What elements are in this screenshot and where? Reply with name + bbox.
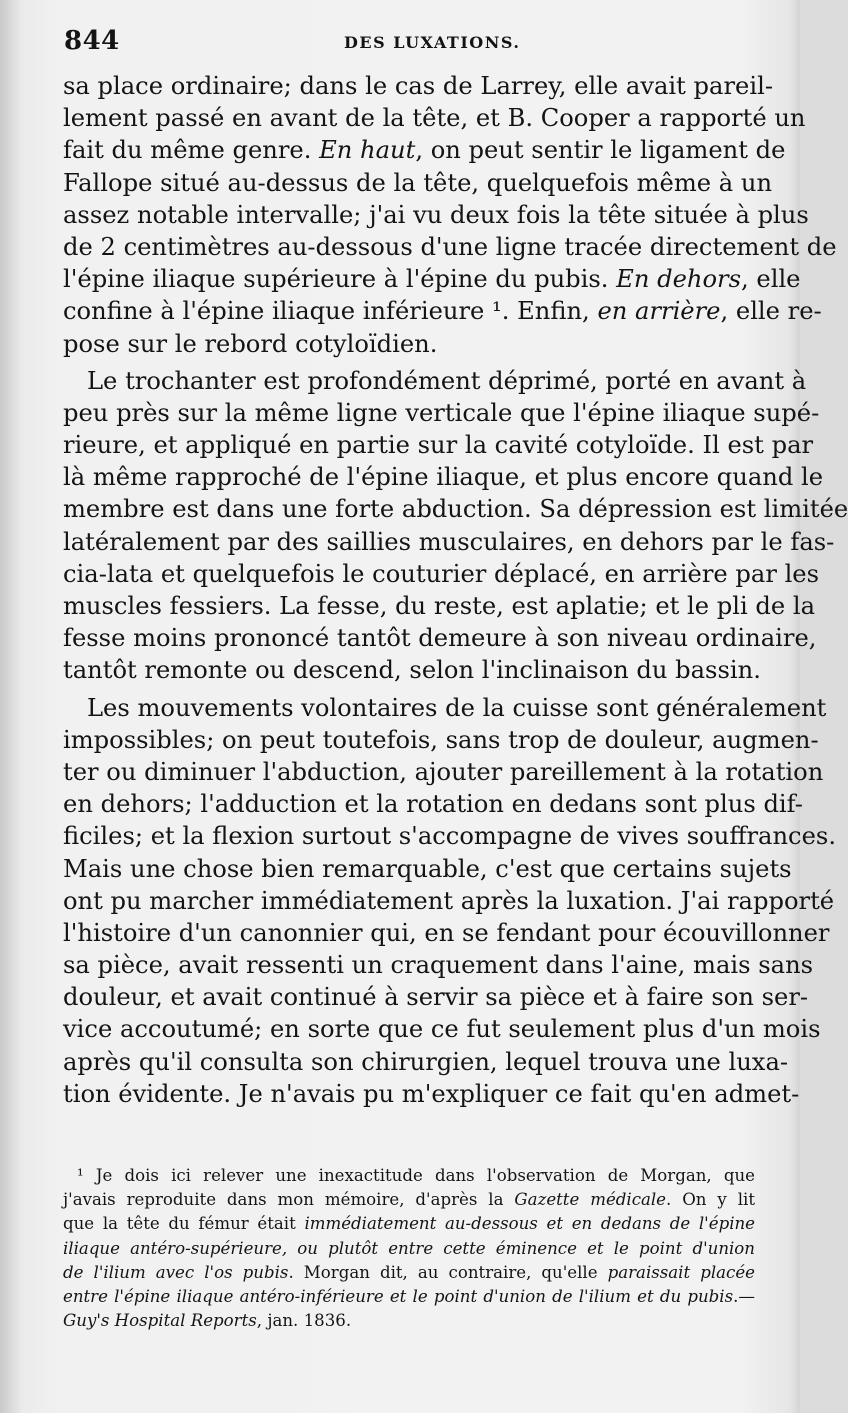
text-line	[63, 949, 814, 981]
text-line	[63, 526, 835, 558]
text-line	[63, 1046, 789, 1078]
italic-text: iliaque antéro-supérieure, ou plutôt entre cette éminence et le point d'union	[63, 1238, 755, 1258]
footnote-line	[63, 1309, 755, 1333]
paragraph	[63, 70, 837, 360]
body-text	[63, 70, 848, 1110]
text-run: tantôt remonte ou descend, selon l'inclinaison du bassin.	[63, 656, 761, 685]
text-run: ter ou diminuer l'abduction, ajouter pareillement à la rotation	[63, 757, 824, 786]
text-line	[63, 134, 786, 166]
text-run: , elle	[741, 265, 801, 294]
text-run: en dehors; l'adduction et la rotation en dedans sont plus dif-	[63, 790, 803, 819]
text-run: de 2 centimètres au-dessous d'une ligne tracée directement de	[63, 232, 837, 261]
text-run: sa place ordinaire; dans le cas de Larrey, elle avait pareil-	[63, 72, 773, 100]
text-run: tion évidente. Je n'avais pu m'expliquer ce fait qu'en admet-	[63, 1079, 800, 1108]
text-line	[63, 429, 814, 461]
running-title: DES LUXATIONS.	[344, 33, 521, 52]
footnote-line	[63, 1285, 755, 1309]
footnote	[63, 1164, 755, 1333]
text-line	[63, 295, 822, 327]
text-run: impossibles; on peut toutefois, sans trop de douleur, augmen-	[63, 725, 819, 754]
text-line	[63, 461, 824, 493]
text-line	[63, 622, 817, 654]
text-run: Mais une chose bien remarquable, c'est que certains sujets	[63, 854, 792, 883]
text-run: latéralement par des saillies musculaires, en dehors par le fas-	[63, 527, 835, 556]
text-line	[63, 724, 819, 756]
footnote-line	[63, 1237, 755, 1261]
text-run: assez notable intervalle; j'ai vu deux fois la tête située à plus	[63, 200, 809, 229]
text-run: sa pièce, avait ressenti un craquement dans l'aine, mais sans	[63, 951, 814, 980]
italic-text: en arrière	[597, 297, 721, 326]
footnote-line	[63, 1212, 755, 1236]
text-line	[63, 328, 753, 360]
text-line	[63, 788, 803, 820]
text-line	[63, 199, 809, 231]
footnote-line	[63, 1261, 755, 1285]
text-run: là même rapproché de l'épine iliaque, et plus encore quand le	[63, 463, 824, 492]
text-line	[63, 365, 807, 397]
text-run: Fallope situé au-dessus de la tête, quelquefois même à un	[63, 168, 773, 197]
footnote-line	[63, 1188, 755, 1212]
text-run: j'avais reproduite dans mon mémoire, d'après la	[63, 1190, 515, 1210]
text-run: après qu'il consulta son chirurgien, lequel trouva une luxa-	[63, 1047, 789, 1076]
text-run: , elle re-	[720, 297, 822, 326]
text-run: ¹ Je dois ici relever une inexactitude dans l'observation de Morgan, que	[77, 1166, 755, 1185]
text-line	[63, 263, 801, 295]
text-run: .—	[733, 1286, 755, 1306]
paragraph	[63, 692, 837, 1110]
text-run: . On y lit	[666, 1190, 755, 1210]
text-run: l'histoire d'un canonnier qui, en se fendant pour écouvillonner	[63, 918, 830, 947]
text-run: peu près sur la même ligne verticale que l'épine iliaque supé-	[63, 398, 820, 427]
italic-text: En haut	[319, 136, 416, 165]
italic-text: immédiatement au-dessous et en dedans de l'épine	[304, 1214, 756, 1234]
text-line	[63, 493, 848, 525]
text-line	[63, 885, 835, 917]
text-line	[63, 590, 816, 622]
text-run: , on peut sentir le ligament de	[415, 136, 786, 165]
italic-text: entre l'épine iliaque antéro-inférieure et le point d'union de l'ilium et du pubis	[63, 1286, 734, 1306]
text-run: . Morgan dit, au contraire, qu'elle	[288, 1262, 608, 1282]
page-number: 844	[64, 26, 120, 56]
text-line	[63, 917, 830, 949]
text-line	[63, 70, 773, 102]
text-line	[63, 231, 837, 263]
text-line	[63, 558, 820, 590]
running-head	[64, 22, 754, 62]
text-run: fesse moins prononcé tantôt demeure à son niveau ordinaire,	[63, 624, 817, 653]
text-run: douleur, et avait continué à servir sa pièce et à faire son ser-	[63, 983, 809, 1012]
text-run: que la tête du fémur était	[63, 1214, 305, 1234]
text-run: pose sur le rebord cotyloïdien.	[63, 329, 438, 358]
text-line	[63, 1013, 821, 1045]
text-line	[63, 981, 809, 1013]
text-run: confine à l'épine iliaque inférieure ¹. Enfin,	[63, 297, 598, 326]
italic-text: En dehors	[616, 265, 742, 294]
text-run: ficiles; et la flexion surtout s'accompagne de vives souffrances.	[63, 822, 837, 851]
text-line	[63, 853, 792, 885]
text-line	[63, 167, 773, 199]
text-run: Le trochanter est profondément déprimé, porté en avant à	[87, 366, 807, 395]
text-line	[63, 1078, 800, 1110]
italic-text: Guy's Hospital Reports	[63, 1311, 257, 1331]
italic-text: de l'ilium avec l'os pubis	[63, 1262, 289, 1282]
text-line	[63, 102, 806, 134]
text-line	[63, 756, 824, 788]
text-line	[63, 692, 827, 724]
footnote-line	[63, 1164, 755, 1188]
text-run: lement passé en avant de la tête, et B. Cooper a rapporté un	[63, 104, 806, 133]
text-run: Les mouvements volontaires de la cuisse sont généralement	[87, 693, 827, 722]
text-line	[63, 820, 837, 852]
text-run: cia-lata et quelquefois le couturier déplacé, en arrière par les	[63, 559, 820, 588]
text-run: rieure, et appliqué en partie sur la cavité cotyloïde. Il est par	[63, 431, 814, 460]
text-run: vice accoutumé; en sorte que ce fut seulement plus d'un mois	[63, 1015, 821, 1044]
text-run: ont pu marcher immédiatement après la luxation. J'ai rapporté	[63, 886, 835, 915]
paragraph	[63, 365, 848, 687]
text-run: fait du même genre.	[63, 136, 320, 165]
text-run: l'épine iliaque supérieure à l'épine du pubis.	[63, 265, 617, 294]
italic-text: paraissait placée	[607, 1262, 755, 1282]
italic-text: Gazette médicale	[514, 1190, 667, 1210]
text-line	[63, 397, 820, 429]
text-line	[63, 654, 761, 686]
text-run: muscles fessiers. La fesse, du reste, est aplatie; et le pli de la	[63, 592, 816, 620]
text-run: membre est dans une forte abduction. Sa dépression est limitée	[63, 495, 848, 524]
text-run: , jan. 1836.	[256, 1311, 352, 1331]
